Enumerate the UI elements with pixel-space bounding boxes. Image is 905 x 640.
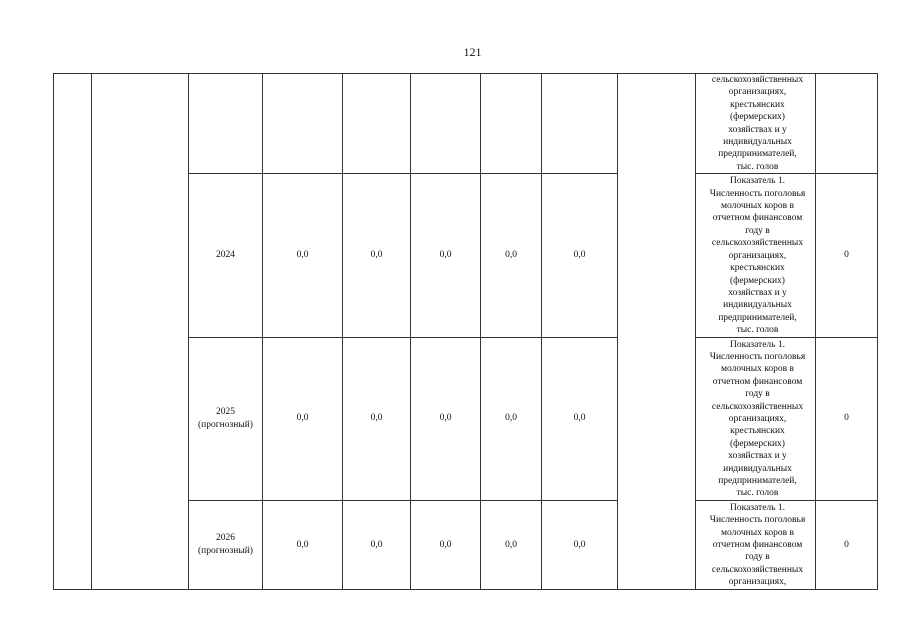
indicator-text: Показатель 1. Численность поголовья молочных коров в отчетном финансовом году в сельскохозяйственных организациях, крестьянских (фермерских) хозяйствах и у индивидуальных предпринимателей, тыс. голов xyxy=(709,176,806,336)
year-label: 2026 xyxy=(216,533,235,544)
year-cell xyxy=(189,337,263,500)
value-cell: 0,0 xyxy=(542,174,618,337)
year-label: 2024 xyxy=(216,250,235,261)
year-cell xyxy=(189,174,263,337)
number-cell xyxy=(54,74,92,590)
value-cell: 0,0 xyxy=(343,174,411,337)
value-cell: 0,0 xyxy=(263,337,343,500)
year-note: (прогнозный) xyxy=(198,419,253,430)
value-cell: 0,0 xyxy=(481,337,542,500)
value-cell xyxy=(481,74,542,174)
year-note: (прогнозный) xyxy=(198,545,253,556)
value-cell xyxy=(542,74,618,174)
value-cell xyxy=(343,74,411,174)
indicator-cell xyxy=(696,500,816,589)
result-cell xyxy=(816,74,878,174)
value-cell: 0,0 xyxy=(411,337,481,500)
value-cell: 0,0 xyxy=(481,500,542,589)
value-cell: 0,0 xyxy=(542,337,618,500)
value-cell: 0,0 xyxy=(481,174,542,337)
value-cell: 0,0 xyxy=(411,174,481,337)
table-row xyxy=(54,74,878,174)
value-cell: 0,0 xyxy=(263,500,343,589)
value-cell: 0,0 xyxy=(542,500,618,589)
page-number: 121 xyxy=(463,45,482,59)
indicator-cell xyxy=(696,74,816,174)
value-cell xyxy=(411,74,481,174)
result-cell: 0 xyxy=(816,500,878,589)
value-cell: 0,0 xyxy=(343,337,411,500)
indicator-cell xyxy=(696,337,816,500)
result-cell: 0 xyxy=(816,174,878,337)
indicator-text: Показатель 1. Численность поголовья молочных коров в отчетном финансовом году в сельскохозяйственных организациях, крестьянских (фермерских) хозяйствах и у индивидуальных предпринимателей, тыс. голов xyxy=(709,339,806,499)
name-cell xyxy=(92,74,189,590)
indicator-text: Показатель 1. Численность поголовья молочных коров в отчетном финансовом году в сельскохозяйственных организациях, xyxy=(709,502,806,588)
value-cell: 0,0 xyxy=(343,500,411,589)
program-table xyxy=(53,73,878,590)
indicator-cell xyxy=(696,174,816,337)
year-cell xyxy=(189,500,263,589)
indicator-text: сельскохозяйственных организациях, крестьянских (фермерских) хозяйствах и у индивидуальных предпринимателей, тыс. голов xyxy=(711,75,804,172)
year-cell xyxy=(189,74,263,174)
value-cell: 0,0 xyxy=(263,174,343,337)
year-label: 2025 xyxy=(216,407,235,418)
result-cell: 0 xyxy=(816,337,878,500)
executor-cell xyxy=(618,74,696,590)
value-cell xyxy=(263,74,343,174)
value-cell: 0,0 xyxy=(411,500,481,589)
